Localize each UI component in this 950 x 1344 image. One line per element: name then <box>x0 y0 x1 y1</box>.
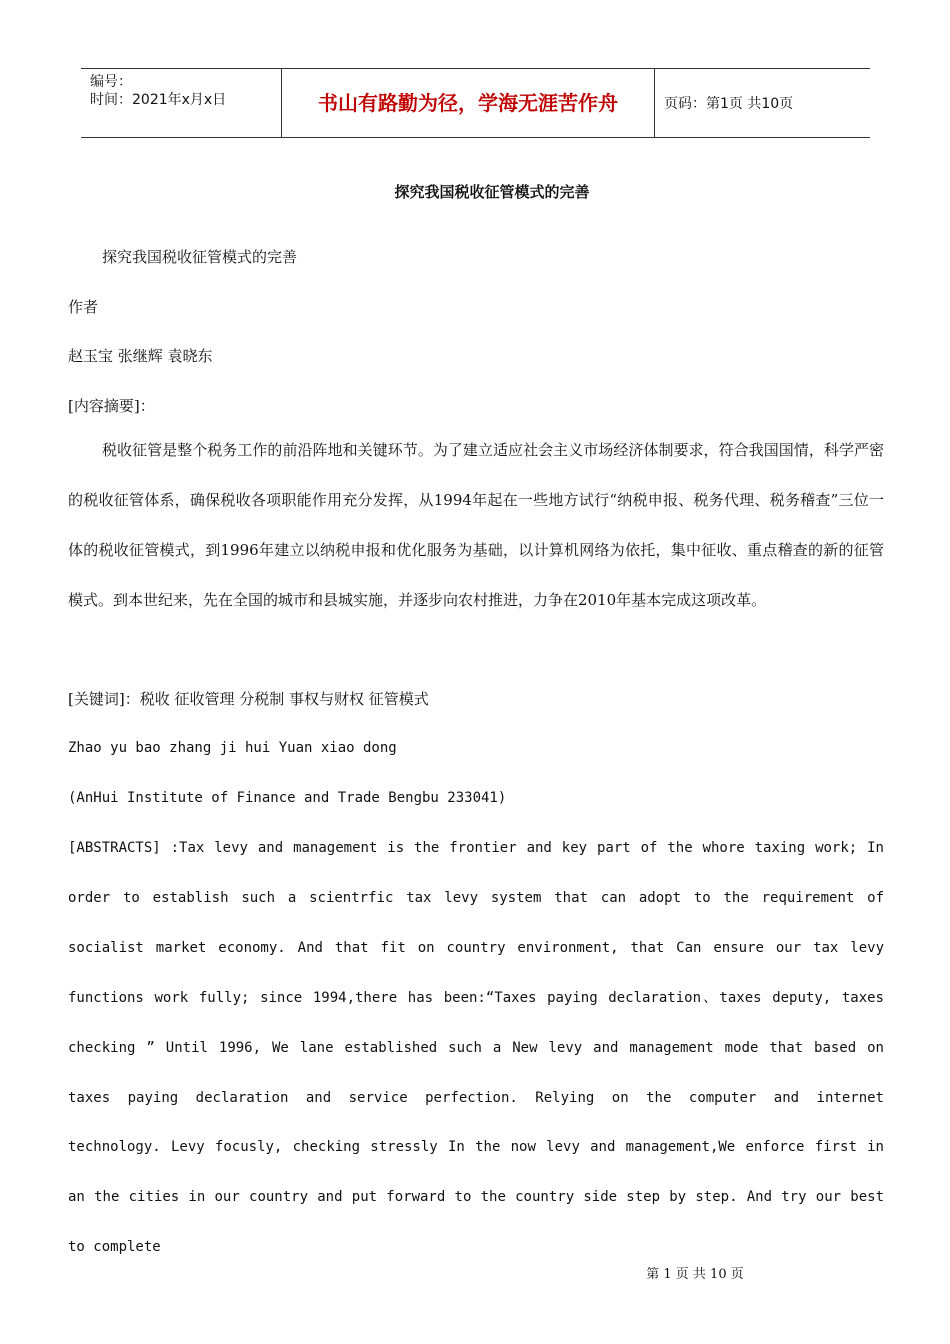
english-authors: Zhao yu bao zhang ji hui Yuan xiao dong <box>68 740 397 756</box>
number-label: 编号： <box>90 74 132 90</box>
authors: 赵玉宝 张继辉 袁晓东 <box>68 347 213 365</box>
author-label: 作者 <box>68 298 99 316</box>
header-page-cell <box>655 69 870 137</box>
english-abstract: [ABSTRACTS] :Tax levy and management is the frontier and key part of the whore taxing work; In order to establish such a scientrfic tax levy system that can adopt to the requirement of socialist market economy. And that fit on country environment, that Can ensure our tax levy functions work fully; since 1994,there has been:“Taxes paying declaration、taxes deputy, taxes checking ” Until 1996, We lane established such a New levy and management mode that based on taxes paying declaration and service perfection. Relying on the computer and internet technology. Levy focusly, checking stressly In the now levy and management,We enforce first in an the cities in our country and put forward to the country side step by step. And try our best to complete <box>68 840 884 1256</box>
header-motto-cell <box>281 69 655 137</box>
keywords: [关键词]：税收 征收管理 分税制 事权与财权 征管模式 <box>68 690 429 708</box>
abstract-label: [内容摘要]： <box>68 397 155 415</box>
abstract-text: 税收征管是整个税务工作的前沿阵地和关键环节。为了建立适应社会主义市场经济体制要求，符合我国国情，科学严密的税收征管体系，确保税收各项职能作用充分发挥，从1994年起在一些地方试行“纳税申报、税务代理、税务稽查”三位一体的税收征管模式，到1996年建立以纳税申报和优化服务为基础，以计算机网络为依托，集中征收、重点稽查的新的征管模式。到本世纪来，先在全国的城市和县城实施，并逐步向农村推进，力争在2010年基本完成这项改革。 <box>68 441 884 609</box>
header-meta-cell <box>81 69 281 137</box>
motto: 书山有路勤为径，学海无涯苦作舟 <box>318 91 618 115</box>
subtitle: 探究我国税收征管模式的完善 <box>102 248 298 266</box>
document-title: 探究我国税收征管模式的完善 <box>394 183 590 201</box>
header-table <box>81 68 870 138</box>
english-affiliation: (AnHui Institute of Finance and Trade Bengbu 233041) <box>68 790 507 806</box>
page-info: 页码：第1页 共10页 <box>664 96 794 112</box>
date-line: 时间：2021年x月x日 <box>90 92 227 108</box>
page-footer: 第 1 页 共 10 页 <box>646 1267 744 1282</box>
